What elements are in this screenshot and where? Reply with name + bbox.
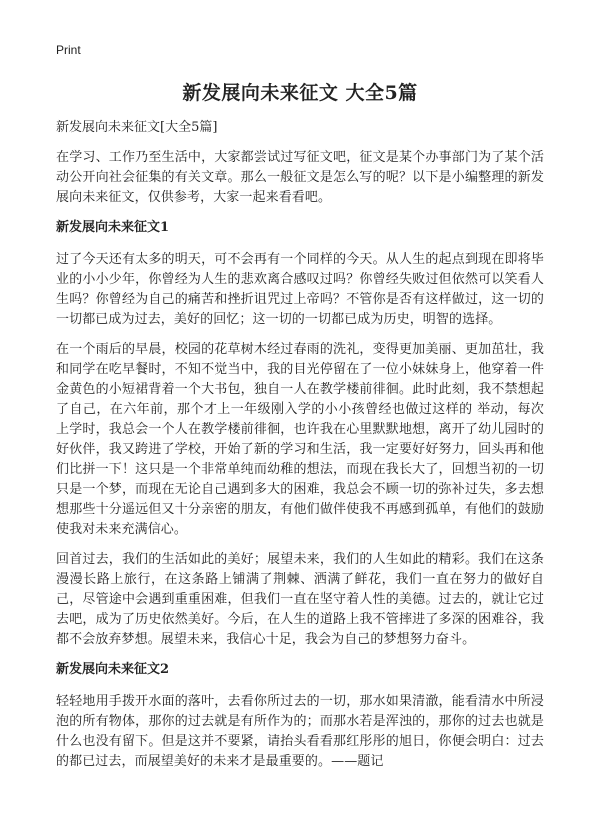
section-1-paragraph-2: 在一个雨后的早晨，校园的花草树木经过春雨的洗礼，变得更加美丽、更加茁壮，我和同学在吃早餐时，不知不觉当中，我的目光停留在了一位小妹妹身上，他穿着一件金黄色的小短裙背着一个大书包，独自一人在教学楼前徘徊。此时此刻，我不禁想起了自己，在六年前，那个才上一年级刚入学的小小孩曾经也做过这样的 举动，每次上学时，我总会一个人在教学楼前徘徊，也许我在心里默默地想，离开了幼儿园时的好伙伴，我又跨进了学校，开始了新的学习和生活，我一定要好好努力，回头再和他们比拼一下！这只是一个非常单纯而幼稚的想法，而现在我长大了，回想当初的一切只是一个梦，而现在无论自己遇到多大的困难，我总会不顾一切的弥补过失，多去想想那些十分遥远但又十分亲密的朋友，有他们做伴使我不再感到孤单，有他们的鼓励使我对未来充满信心。	[56, 342, 544, 537]
section-1-heading: 新发展向未来征文1	[56, 220, 170, 235]
article-body	[56, 118, 544, 782]
section-2-paragraph-1: 轻轻地用手拨开水面的落叶，去看你所过去的一切，那水如果清澈，能看清水中所浸泡的所有物体，那你的过去就是有所作为的；而那水若是浑浊的，那你的过去也就是什么也没有留下。但是这并不要紧，请抬头看看那红彤彤的旭日，你便会明白：过去的都已过去，而展望美好的未来才是最重要的。——题记	[56, 694, 544, 769]
intro-paragraph: 在学习、工作乃至生活中，大家都尝试过写征文吧，征文是某个办事部门为了某个活动公开向社会征集的有关文章。那么一般征文是怎么写的呢？以下是小编整理的新发展向未来征文，仅供参考，大家一起来看看吧。	[56, 150, 544, 205]
print-link[interactable]: Print	[56, 43, 81, 57]
section-1-paragraph-3: 回首过去，我们的生活如此的美好；展望未来，我们的人生如此的精彩。我们在这条漫漫长路上旅行，在这条路上铺满了荆棘、洒满了鲜花，我们一直在努力的做好自己，尽管途中会遇到重重困难，但我们一直在坚守着人性的美德。过去的，就让它过去吧，成为了历史依然美好。今后，在人生的道路上我不管摔进了多深的困难谷，我都不会放弃梦想。展望未来，我信心十足，我会为自己的梦想努力奋斗。	[56, 552, 544, 647]
section-2-heading: 新发展向未来征文2	[56, 662, 170, 677]
section-1-paragraph-1: 过了今天还有太多的明天，可不会再有一个同样的今天。从人生的起点到现在即将毕业的小小少年，你曾经为人生的悲欢离合感叹过吗？你曾经失败过但依然可以笑看人生吗？你曾经为自己的痛苦和挫折诅咒过上帝吗？不管你是否有这样做过，这一切的一切都已成为过去，美好的回忆；这一切的一切都已成为历史，明智的选择。	[56, 252, 544, 327]
page-title: 新发展向未来征文 大全5篇	[182, 82, 418, 104]
article-subtitle: 新发展向未来征文[大全5篇]	[56, 120, 218, 135]
